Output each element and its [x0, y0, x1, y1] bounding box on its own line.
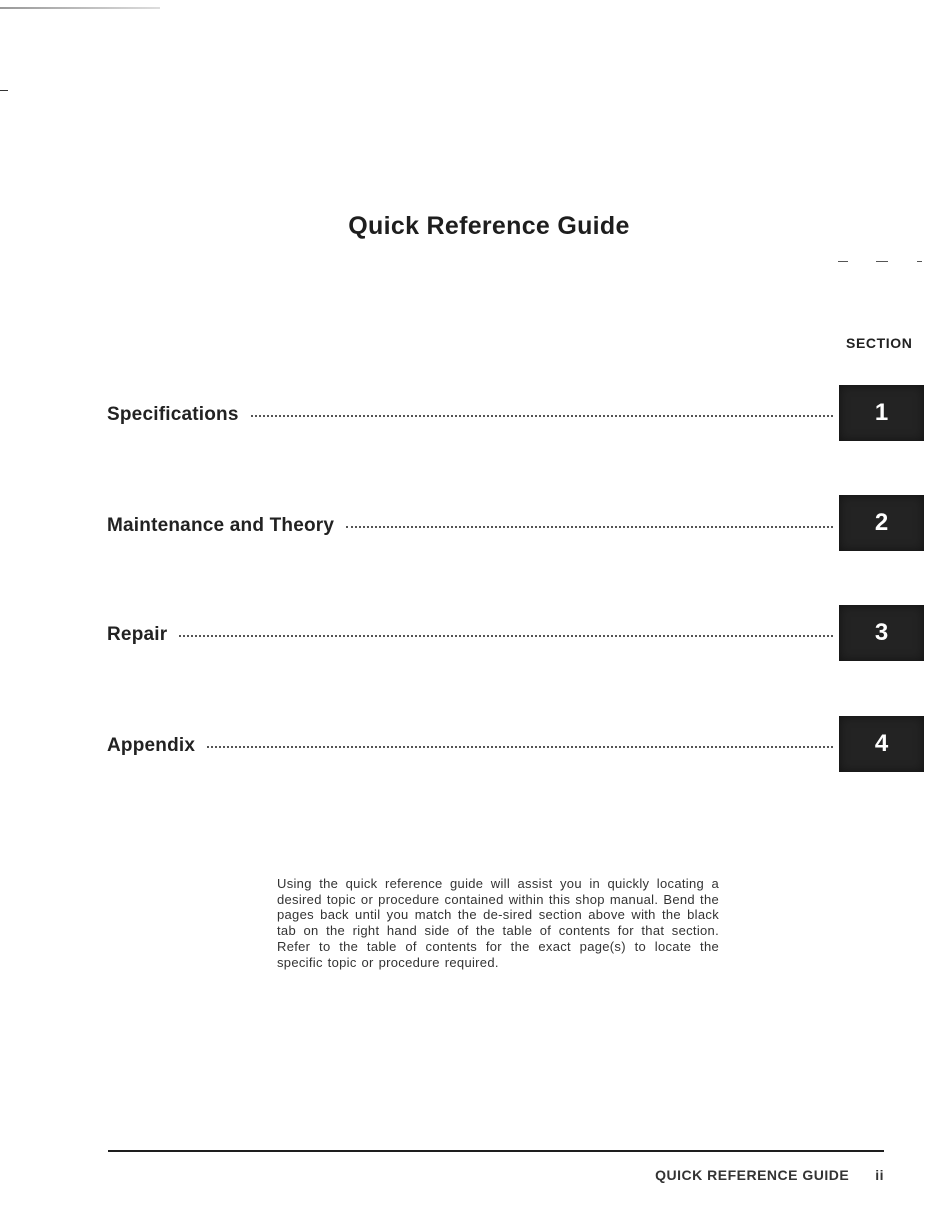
- toc-entry-label: Repair: [107, 624, 168, 645]
- section-column-header: SECTION: [846, 335, 913, 351]
- scan-artifact-left-tick: [0, 90, 8, 91]
- scan-artifact-right-dash-1: [838, 261, 848, 262]
- scan-artifact-right-dash-3: [917, 261, 922, 262]
- dotted-leader: [346, 526, 833, 528]
- section-tab-1[interactable]: 1: [839, 385, 924, 441]
- instructions-paragraph: Using the quick reference guide will assist you in quickly locating a desired topic or procedure contained within this shop manual. Bend the pages back until you match the de-sired section above with the black tab on the right hand side of the table of contents for that section. Refer to the table of contents for the exact page(s) to locate the specific topic or procedure required.: [277, 876, 719, 970]
- toc-entry-maintenance-and-theory[interactable]: [107, 515, 833, 539]
- scan-artifact-top-edge: [0, 7, 160, 9]
- toc-entry-appendix[interactable]: [107, 735, 833, 759]
- toc-entry-repair[interactable]: [107, 624, 833, 648]
- page-number: ii: [875, 1167, 884, 1183]
- page-title: Quick Reference Guide: [348, 212, 630, 240]
- dotted-leader: [179, 635, 833, 637]
- section-tab-2[interactable]: 2: [839, 495, 924, 551]
- toc-entry-label: Specifications: [107, 404, 239, 425]
- toc-entry-label: Appendix: [107, 735, 196, 756]
- toc-entry-specifications[interactable]: [107, 404, 833, 428]
- section-tab-4[interactable]: 4: [839, 716, 924, 772]
- footer-label: QUICK REFERENCE GUIDE: [655, 1167, 850, 1183]
- dotted-leader: [251, 415, 833, 417]
- dotted-leader: [207, 746, 833, 748]
- page-footer: [0, 1167, 884, 1183]
- scan-artifact-right-dash-2: [876, 261, 888, 262]
- section-tab-3[interactable]: 3: [839, 605, 924, 661]
- footer-divider: [108, 1150, 884, 1152]
- toc-entry-label: Maintenance and Theory: [107, 515, 335, 536]
